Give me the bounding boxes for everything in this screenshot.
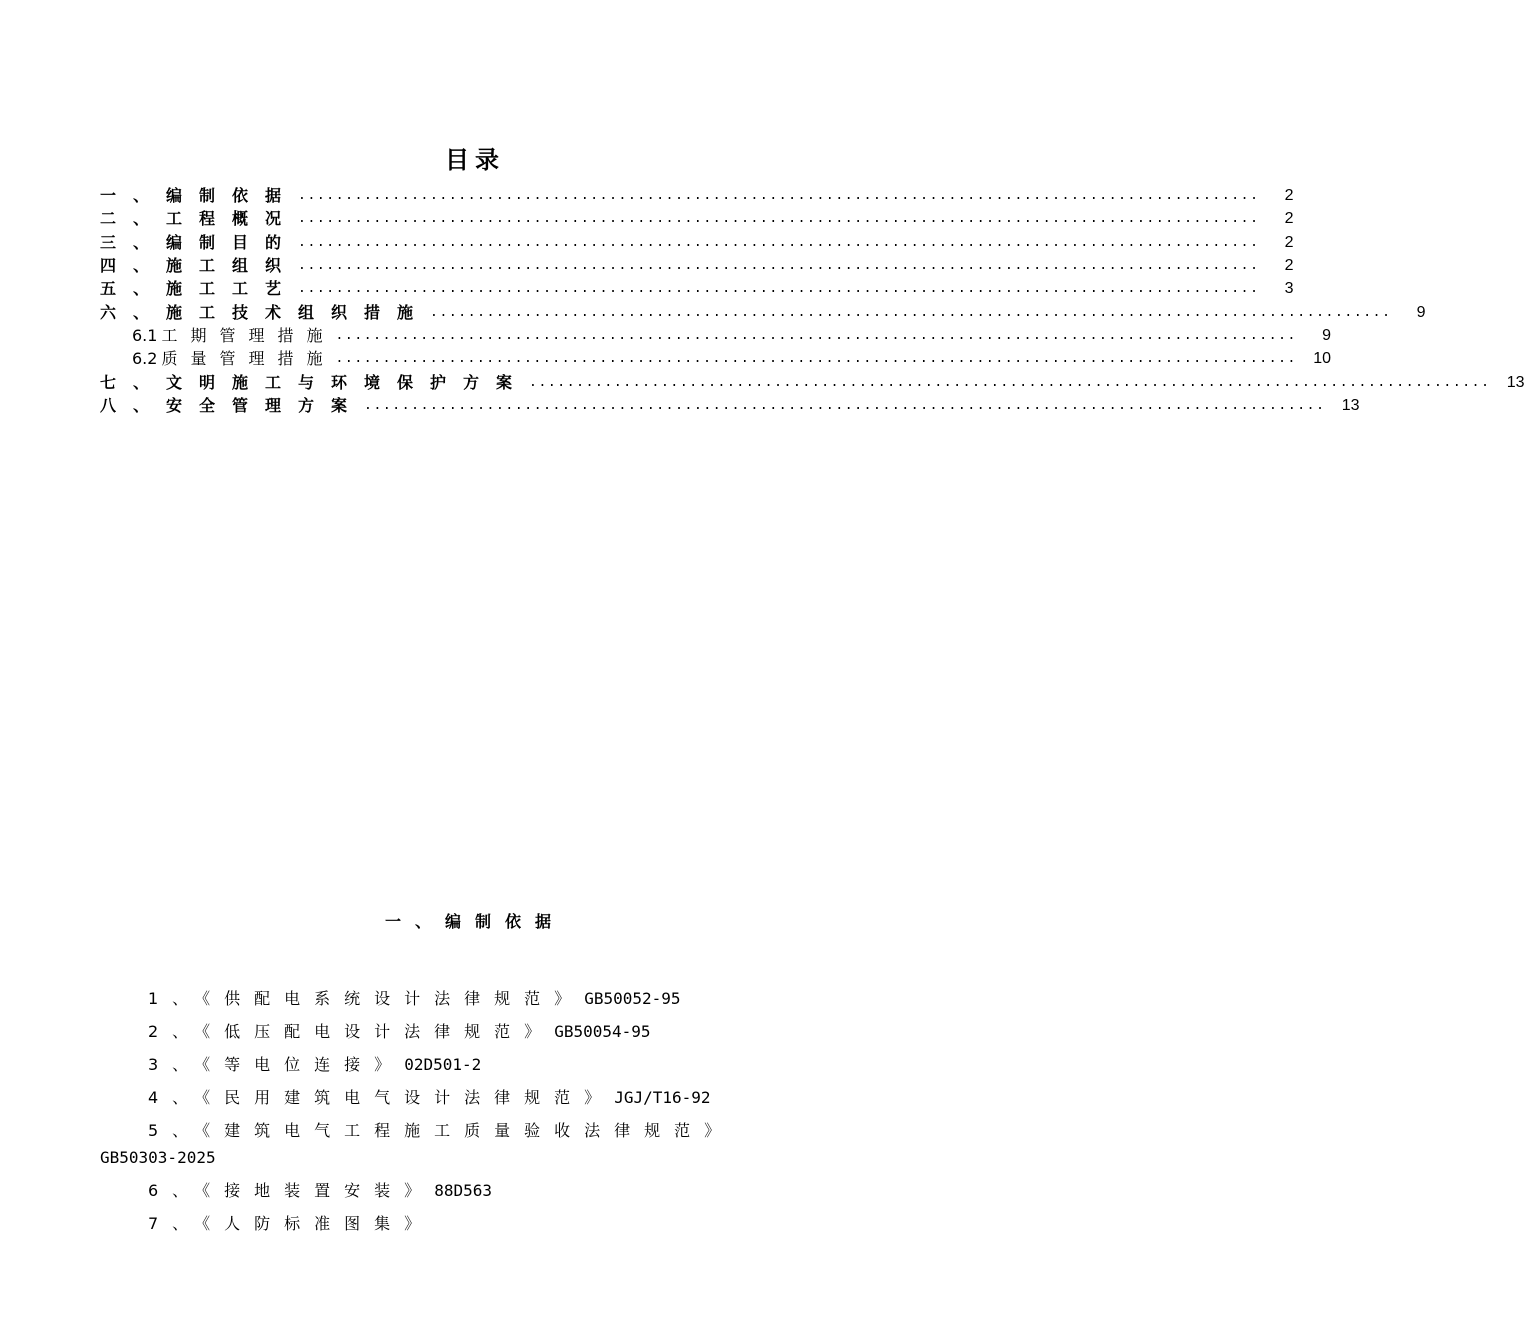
toc-entry-label: 五、施工工艺 — [100, 279, 299, 299]
toc-leader-dots: ...................................................................................................... — [529, 374, 1491, 390]
toc-leader-dots: ...................................................................................................... — [298, 188, 1260, 204]
reference-title: 2、《低压配电设计法律规范》 — [148, 1022, 555, 1041]
list-item — [100, 1081, 800, 1114]
toc-entry-page: 2 — [1284, 210, 1294, 228]
toc-entry-label: 八、安全管理方案 — [100, 395, 365, 415]
reference-code: GB50052-95 — [584, 989, 681, 1008]
reference-code: 88D563 — [434, 1181, 492, 1200]
toc-subentry[interactable] — [100, 347, 1331, 370]
toc-entry-label — [132, 347, 335, 370]
reference-code: JGJ/T16-92 — [614, 1088, 711, 1107]
toc-entry-number: 6.2 — [132, 349, 158, 369]
reference-code: 02D501-2 — [404, 1055, 482, 1074]
toc-entry[interactable] — [100, 394, 1360, 417]
toc-entry-text: 质量管理措施 — [161, 349, 336, 369]
toc-entry[interactable] — [100, 300, 1426, 323]
list-item — [100, 982, 800, 1015]
reference-title: 5、《建筑电气工程施工质量验收法律规范》 — [148, 1121, 735, 1140]
toc-entry-page: 9 — [1322, 326, 1331, 344]
toc-entry-page: 2 — [1284, 187, 1294, 205]
toc-entry[interactable] — [100, 184, 1294, 207]
toc-leader-dots: ...................................................................................................... — [430, 304, 1392, 320]
toc-entry-number: 6.1 — [132, 325, 158, 345]
list-item — [100, 1207, 800, 1240]
toc-entry-label: 三、编制目的 — [100, 232, 299, 252]
section-heading: 一、编制依据 — [384, 912, 565, 931]
toc-entry-label: 四、施工组织 — [100, 256, 299, 276]
toc-entry-label — [132, 324, 335, 347]
toc-entry-label: 六、施工技术组织措施 — [100, 302, 431, 322]
toc-leader-dots: ...................................................................................................... — [298, 281, 1260, 297]
toc-entry[interactable] — [100, 277, 1294, 300]
toc-entry-label: 一、编制依据 — [100, 186, 299, 206]
toc-entry[interactable] — [100, 207, 1294, 230]
reference-title: 4、《民用建筑电气设计法律规范》 — [148, 1088, 615, 1107]
toc-entry-page: 2 — [1284, 233, 1294, 251]
toc-entry[interactable] — [100, 370, 1525, 393]
list-item — [100, 1015, 800, 1048]
reference-title: 6、《接地装置安装》 — [148, 1181, 435, 1200]
reference-title: 7、《人防标准图集》 — [148, 1214, 435, 1233]
table-of-contents — [100, 184, 1525, 417]
toc-subentry[interactable] — [100, 324, 1331, 347]
reference-title: 3、《等电位连接》 — [148, 1055, 405, 1074]
toc-entry-page: 13 — [1341, 396, 1360, 414]
toc-title: 目录 — [445, 146, 505, 174]
toc-leader-dots: ...................................................................................................... — [364, 397, 1326, 413]
toc-leader-dots: ...................................................................................................... — [298, 234, 1260, 250]
toc-entry-label: 七、文明施工与环境保护方案 — [100, 372, 530, 392]
toc-entry-page: 10 — [1313, 350, 1331, 368]
toc-entry-label: 二、工程概况 — [100, 209, 299, 229]
list-item — [100, 1174, 800, 1207]
toc-entry-page: 13 — [1506, 373, 1525, 391]
toc-leader-dots: ...................................................................................................... — [298, 211, 1260, 227]
toc-entry-page: 9 — [1416, 303, 1426, 321]
reference-list — [100, 982, 800, 1240]
reference-code: GB50054-95 — [554, 1022, 651, 1041]
toc-entry-text: 工期管理措施 — [161, 325, 336, 345]
reference-title: 1、《供配电系统设计法律规范》 — [148, 989, 585, 1008]
toc-entry[interactable] — [100, 254, 1294, 277]
reference-code: GB50303-2025 — [100, 1148, 216, 1167]
toc-entry-page: 2 — [1284, 257, 1294, 275]
toc-entry[interactable] — [100, 231, 1294, 254]
toc-leader-dots: ...................................................................................................... — [298, 258, 1260, 274]
toc-leader-dots: ...................................................................................................... — [335, 351, 1297, 367]
toc-entry-page: 3 — [1284, 280, 1294, 298]
list-item — [100, 1114, 740, 1174]
list-item — [100, 1048, 800, 1081]
toc-leader-dots: ...................................................................................................... — [335, 327, 1297, 343]
